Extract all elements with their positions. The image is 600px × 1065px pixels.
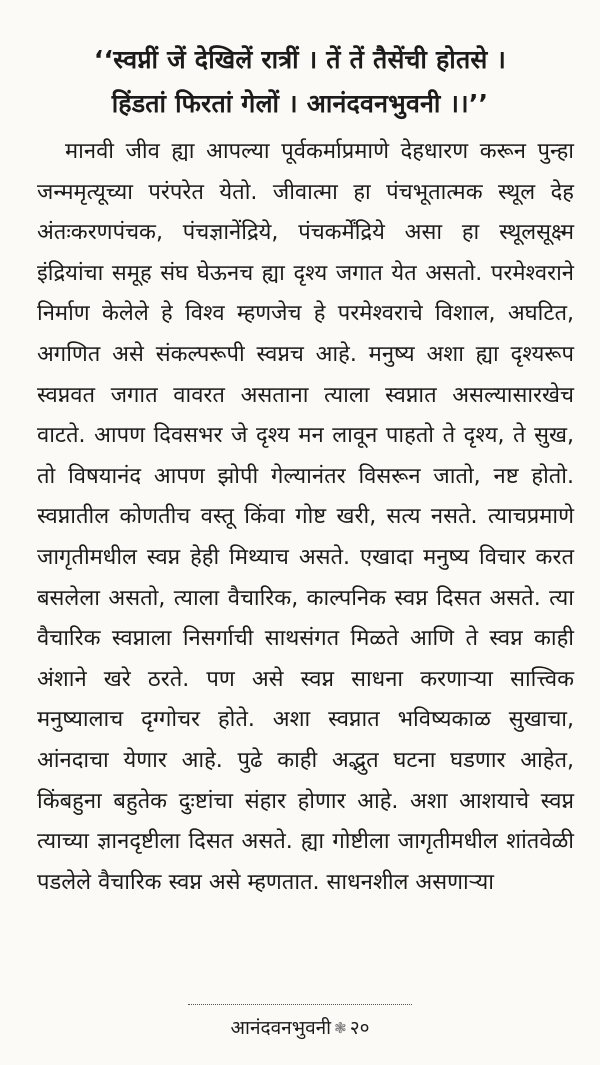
page-number: २० xyxy=(349,1017,370,1039)
footer-book-title: आनंदवनभुवनी xyxy=(230,1017,332,1039)
verse-block xyxy=(40,38,560,126)
verse-line-2: हिंडतां फिरतां गेलों । आनंदवनभुवनी ।।’’ xyxy=(111,89,489,118)
verse-line-1: ‘‘स्वप्नीं जें देखिलें रात्रीं । तें तें तैसेंची होतसे । xyxy=(93,45,507,74)
footer-divider xyxy=(188,1004,412,1005)
flower-ornament-icon: ❃ xyxy=(334,1019,347,1037)
body-paragraph: मानवी जीव ह्या आपल्या पूर्वकर्माप्रमाणे देहधारण करून पुन्हा जन्ममृत्यूच्या परंपरेत येतो. जीवात्मा हा पंचभूतात्मक स्थूल देह अंतःकरणपंचक, पंचज्ञानेंद्रिये, पंचकर्मेंद्रिये असा हा स्थूलसूक्ष्म इंद्रियांचा समूह संघ घेऊनच ह्या दृश्य जगात येत असतो. परमेश्वराने निर्माण केलेले हे विश्व म्हणजेच हे परमेश्वराचे विशाल, अघटित, अगणित असे संकल्परूपी स्वप्नच आहे. मनुष्य अशा ह्या दृश्यरूप स्वप्नवत जगात वावरत असताना त्याला स्वप्नात असल्यासारखेच वाटते. आपण दिवसभर जे दृश्य मन लावून पाहतो ते दृश्य, ते सुख, तो विषयानंद आपण झोपी गेल्यानंतर विसरून जातो, नष्ट होतो. स्वप्नातील कोणतीच वस्तू किंवा गोष्ट खरी, सत्य नसते. त्याचप्रमाणे जागृतीमधील स्वप्न हेही मिथ्याच असते. एखादा मनुष्य विचार करत बसलेला असतो, त्याला वैचारिक, काल्पनिक स्वप्न दिसत असते. त्या वैचारिक स्वप्नाला निसर्गाची साथसंगत मिळते आणि ते स्वप्न काही अंशाने खरे ठरते. पण असे स्वप्न साधना करणाऱ्या सात्त्विक मनुष्यालाच दृग्गोचर होते. अशा स्वप्नात भविष्यकाळ सुखाचा, आंनदाचा येणार आहे. पुढे काही अद्भुत घटना घडणार आहेत, किंबहुना बहुतेक दुःष्टांचा संहार होणार आहे. अशा आशयाचे स्वप्न त्याच्या ज्ञानदृष्टीला दिसत असते. ह्या गोष्टीला जागृतीमधील शांतवेळी पडलेले वैचारिक स्वप्न असे म्हणतात. साधनशील असणाऱ्या xyxy=(37,139,574,895)
page-footer xyxy=(0,1013,600,1043)
